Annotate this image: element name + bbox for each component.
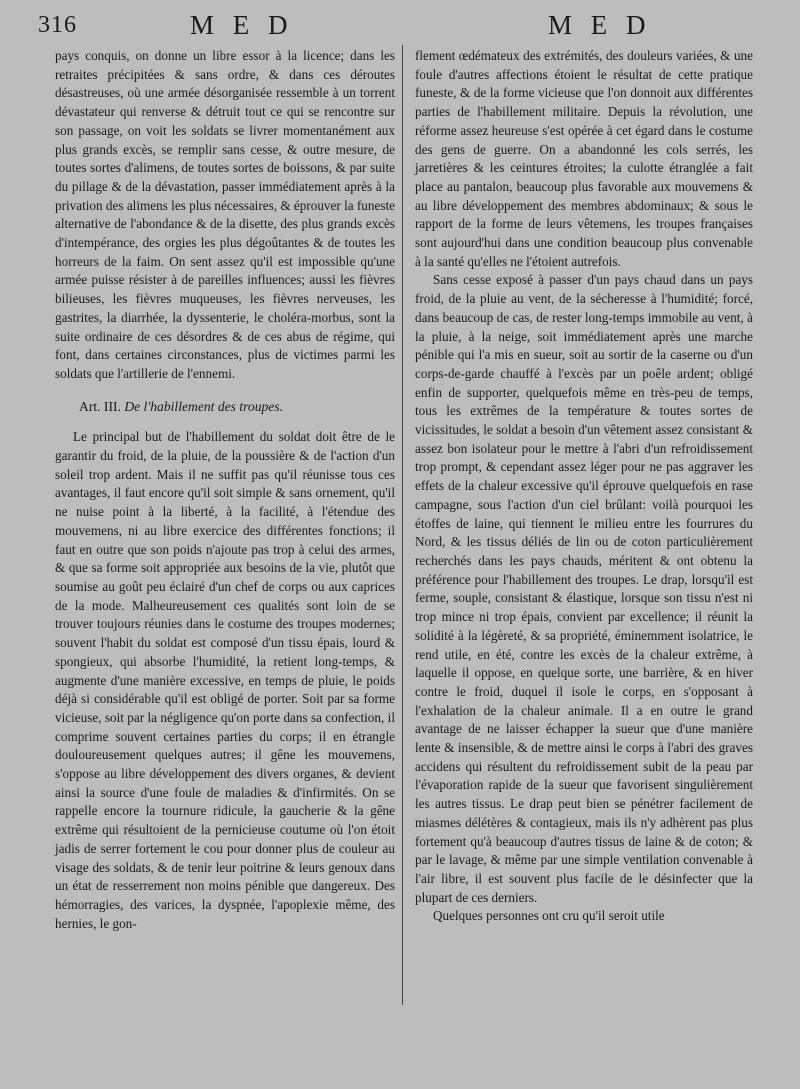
- paragraph-habillement: Le principal but de l'habillement du soldat doit être de le garantir du froid, de la pluie, de la poussière & de l'action d'un soleil trop ardent. Mais il ne suffit pas qu'il réunisse tous ces avantages, il faut encore qu'il soit simple & sans ornement, qu'il ne nuise point à la liberté, à la facilité, à l'étendue des mouvemens, ni au libre exercice des différentes fonctions; il faut en outre que son poids n'ajoute pas trop à celui des armes, & que sa forme soit appropriée aux besoins de la vie, plutôt que soumise au goût peu éclairé d'un chef de corps ou aux caprices de la mode. Malheureusement ces qualités sont loin de se trouver toujours réunies dans le costume des troupes modernes; souvent l'habit du soldat est composé d'un tissu épais, lourd & spongieux, qui absorbe l'humidité, la retient long-temps, & augmente d'une manière excessive, en temps de pluie, le poids déjà si considérable qu'il est obligé de porter. Soit par sa forme vicieuse, soit par la négligence qu'on porte dans sa confection, il comprime souvent certaines parties du corps; il en étrangle douloureusement quelques autres; il gêne les mouvemens, s'oppose au libre développement des divers organes, & devient ainsi la source d'une foule de maladies & d'infirmités. On se rappelle encore la tournure ridicule, la gaucherie & la gêne extrême qui résultoient de la pernicieuse coutume où l'on étoit jadis de serrer fortement le cou pour donner plus de couleur au visage des soldats, & de tenir leur poitrine & leurs genoux dans un état de resserrement non moins pénible que dangereux. Des hémorragies, des varices, la dyspnée, l'apoplexie même, des hernies, le gon-: [55, 429, 395, 931]
- page-header: [0, 8, 800, 48]
- article-title: De l'habillement des troupes.: [124, 398, 284, 414]
- running-head-left: M E D: [190, 10, 294, 40]
- paragraph-final: Quelques personnes ont cru qu'il seroit utile: [433, 908, 665, 924]
- running-head-right: M E D: [548, 10, 652, 40]
- column-divider: [402, 45, 403, 1005]
- right-column: [415, 47, 753, 926]
- section-heading: [55, 398, 395, 417]
- paragraph-drap: Sans cesse exposé à passer d'un pays chaud dans un pays froid, de la pluie au vent, de la sécheresse à l'humidité; forcé, dans beaucoup de cas, de rester long-temps immobile au vent, à la pluie, à la neige, soit immédiatement après une marche pénible qui l'a mis en sueur, soit au sortir de la caserne ou d'un corps-de-garde chauffé à l'excès par un poêle ardent; obligé enfin de supporter, quelquefois même en très-peu de temps, tous les extrêmes de la température & toutes sortes de vicissitudes, le soldat a besoin d'un vêtement assez consistant & assez bon isolateur pour le mettre à l'abri d'un refroidissement trop prompt, & cependant assez léger pour ne pas aggraver les effets de la chaleur excessive qu'il éprouve quelquefois en rase campagne, sous l'action d'un ciel brûlant: voilà pourquoi les étoffes de laine, qui tiennent le milieu entre les fourrures du Nord, & les tissus déliés de lin ou de coton particulièrement recherchés dans les pays chauds, méritent & ont obtenu la préférence pour l'habillement des troupes. Le drap, lorsqu'il est ferme, souple, consistant & élastique, lorsque son tissu n'est ni trop mince ni trop épais, convient par excellence; il réunit la solidité à la légèreté, & sa propriété, éminemment isolatrice, le rend utile, en été, contre les excès de la chaleur extrême, à laquelle il oppose, en quelque sorte, une barrière, & en hiver contre le froid, duquel il isole le corps, en s'opposant à l'exhalation de la chaleur animale. Il a en outre le grand avantage de ne laisser échapper la sueur que d'une manière lente & insensible, & de mettre ainsi le corps à l'abri des graves accidens qui résultent du refroidissement subit de la peau par l'évaporation rapide de la sueur que favorisent singulièrement les autres tissus. Le drap peut bien se pénétrer facilement de miasmes délétères & contagieux, mais ils n'y adhèrent pas plus fortement qu'à beaucoup d'autres tissus de laine & de coton; & par le lavage, & même par une simple ventilation convenable à l'air libre, il est souvent plus facile de le désinfecter que la plupart de ces derniers.: [415, 272, 753, 905]
- paragraph-continued: pays conquis, on donne un libre essor à la licence; dans les retraites précipitées & sans ordre, & dans ces déroutes désastreuses, où une armée désorganisée ressemble à un torrent dévastateur qui renverse & détruit tout ce qui se rencontre sur son passage, on voit les soldats se livrer momentanément aux plus grands excès, se remplir sans cesse, & outre mesure, de toutes sortes d'alimens, de toutes sortes de boissons, & par suite du pillage & de la dévastation, passer immédiatement après à la privation des alimens les plus nécessaires, & éprouver la funeste alternative de l'abondance & de la disette, des plus grands excès d'intempérance, des orgies les plus dégoûtantes & de toutes les horreurs de la faim. On sent assez qu'il est impossible qu'une armée puisse résister à de pareilles influences; aussi les fièvres bilieuses, les fièvres muqueuses, les fièvres nerveuses, les gastrites, la diarrhée, la dyssenterie, le choléra-morbus, sont la suite ordinaire de ces désordres & de ces abus de régime, qui font, dans certaines circonstances, plus de victimes parmi les soldats que l'artillerie de l'ennemi.: [55, 48, 395, 381]
- left-column: [55, 47, 395, 933]
- paragraph-continued-right: flement œdémateux des extrémités, des douleurs variées, & une foule d'autres affections étoient le résultat de cette pratique funeste, & de la forme vicieuse que l'on donnoit aux différentes parties de l'habillement militaire. Depuis la révolution, une réforme assez heureuse s'est opérée à cet égard dans le costume des gens de guerre. On a abandonné les cols serrés, les jarretières & les ceintures étroites; la culotte étranglée a fait place au pantalon, beaucoup plus favorable aux mouvemens & au libre développement des membres abdominaux; & sous le rapport de la forme de leurs vêtemens, les troupes françaises sont aujourd'hui dans une condition beaucoup plus convenable à la santé qu'elles ne l'étoient autrefois.: [415, 48, 753, 269]
- article-number: Art. III.: [79, 398, 121, 414]
- page-number: 316: [38, 12, 77, 38]
